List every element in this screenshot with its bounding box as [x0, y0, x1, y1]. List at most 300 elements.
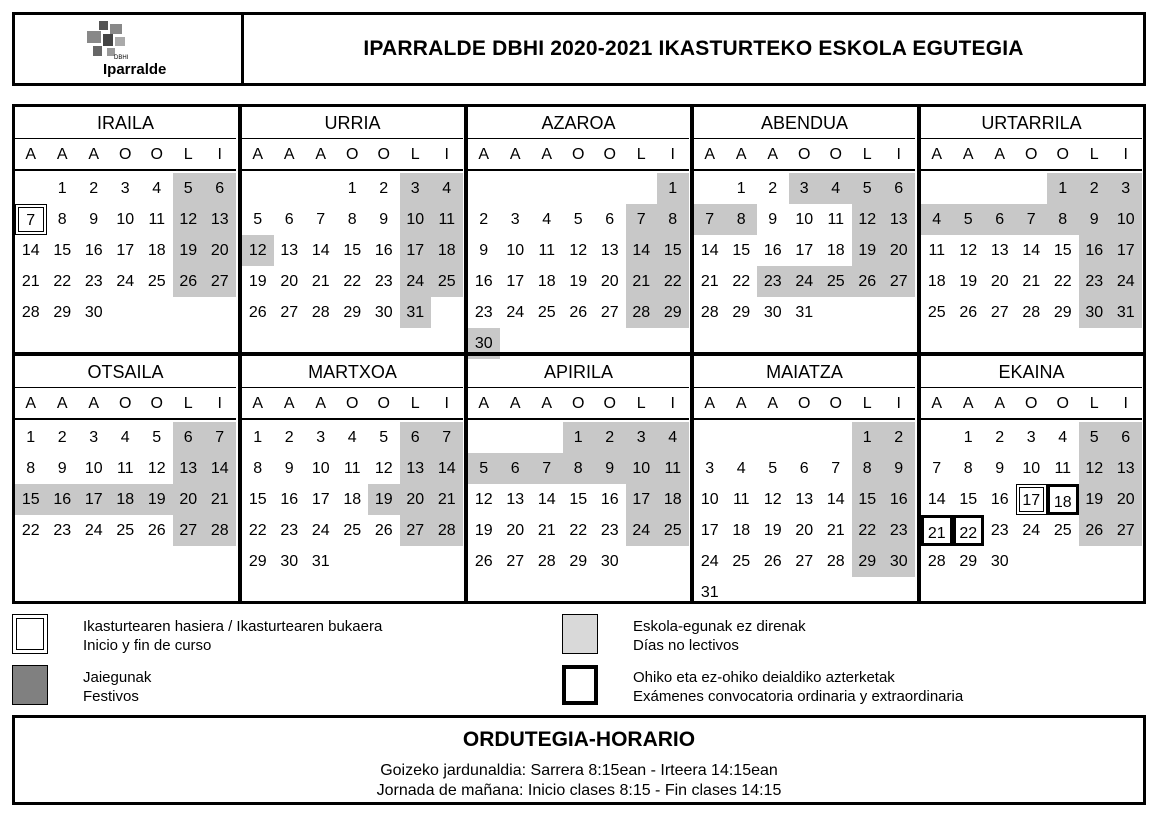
calendar-day: 13	[795, 491, 814, 508]
weekday-label: L	[862, 146, 872, 163]
month-name: MAIATZA	[694, 356, 915, 388]
calendar-day: 30	[374, 304, 393, 321]
calendar-day: 25	[343, 522, 362, 539]
calendar-day: 17	[311, 491, 330, 508]
weekday-label: I	[1123, 146, 1128, 163]
calendar-day: 22	[1053, 273, 1072, 290]
weekday-separator	[921, 418, 1142, 420]
weekday-label: O	[150, 395, 163, 412]
calendar-day: 5	[173, 173, 205, 204]
calendar-day: 24	[84, 522, 103, 539]
calendar-day: 9	[479, 242, 489, 259]
weekday-label: O	[603, 146, 616, 163]
weekday-label: A	[252, 395, 264, 412]
calendar-day: 10	[1022, 460, 1041, 477]
calendar-day: 15	[248, 491, 267, 508]
calendar-day: 4	[921, 204, 953, 235]
weekday-label: L	[636, 395, 646, 412]
calendar-day: 7	[694, 204, 726, 235]
calendar-day: 9	[594, 453, 626, 484]
calendar-day: 15	[15, 484, 47, 515]
calendar-day: 1	[852, 422, 884, 453]
calendar-day: 27	[883, 266, 915, 297]
calendar-day: 1	[347, 180, 357, 197]
calendar-day: 27	[1110, 515, 1142, 546]
calendar-day: 29	[852, 546, 884, 577]
calendar-day: 29	[959, 553, 978, 570]
legend-start-end	[83, 617, 382, 655]
month-name: MARTXOA	[242, 356, 463, 388]
month-iraila	[15, 107, 236, 352]
calendar-day: 11	[928, 242, 946, 259]
weekday-label: A	[931, 146, 943, 163]
calendar-day: 3	[1110, 173, 1142, 204]
calendar-day: 9	[1079, 204, 1111, 235]
calendar-day: 18	[110, 484, 142, 515]
calendar-day: 23	[374, 273, 393, 290]
weekday-label: O	[346, 395, 359, 412]
calendar-day: 18	[826, 242, 845, 259]
month-name: URRIA	[242, 107, 463, 139]
calendar-day: 6	[984, 204, 1016, 235]
legend-nonschool-eu: Eskola-egunak ez direnak	[633, 618, 806, 635]
calendar-day: 18	[732, 522, 751, 539]
calendar-day: 15	[343, 242, 362, 259]
weekday-label: A	[704, 146, 716, 163]
calendar-day: 18	[657, 484, 689, 515]
calendar-day: 17	[116, 242, 135, 259]
weekday-label: A	[541, 146, 553, 163]
calendar-day: 30	[763, 304, 782, 321]
calendar-day: 13	[400, 453, 432, 484]
calendar-day: 31	[400, 297, 432, 328]
weekday-separator	[468, 418, 689, 420]
calendar-day: 16	[474, 273, 493, 290]
month-azaroa	[468, 107, 689, 352]
weekday-separator	[468, 169, 689, 171]
calendar-day: 14	[311, 242, 330, 259]
calendar-day: 28	[431, 515, 463, 546]
calendar-day: 9	[57, 460, 67, 477]
calendar-day: 28	[21, 304, 40, 321]
calendar-day: 6	[204, 173, 236, 204]
legend-nonschool	[633, 617, 806, 655]
calendar-day: 21	[311, 273, 330, 290]
calendar-day: 31	[1110, 297, 1142, 328]
weekday-label: A	[962, 395, 974, 412]
calendar-day: 7	[1016, 204, 1048, 235]
weekday-label: A	[56, 146, 68, 163]
calendar-day: 30	[600, 553, 619, 570]
calendar-day: 24	[1110, 266, 1142, 297]
weekday-separator	[921, 169, 1142, 171]
calendar-day: 20	[280, 273, 299, 290]
calendar-day: 11	[148, 211, 166, 228]
calendar-day: 17	[626, 484, 658, 515]
calendar-day: 16	[374, 242, 393, 259]
calendar-day: 20	[990, 273, 1009, 290]
month-urria	[242, 107, 463, 352]
calendar-day: 28	[537, 553, 556, 570]
calendar-day: 29	[53, 304, 72, 321]
calendar-day: 31	[700, 584, 719, 601]
month-name: OTSAILA	[15, 356, 236, 388]
calendar-day: 10	[311, 460, 330, 477]
calendar-day: 24	[626, 515, 658, 546]
calendar-day: 21	[1022, 273, 1041, 290]
calendar-day: 23	[883, 515, 915, 546]
weekday-label: I	[1123, 395, 1128, 412]
month-apirila	[468, 356, 689, 601]
calendar-day: 10	[626, 453, 658, 484]
calendar-day: 15	[53, 242, 72, 259]
calendar-day: 1	[26, 429, 36, 446]
calendar-day: 27	[204, 266, 236, 297]
calendar-day: 5	[852, 173, 884, 204]
calendar-day: 14	[1022, 242, 1041, 259]
calendar-day: 11	[732, 491, 750, 508]
calendar-day: 2	[57, 429, 67, 446]
weekday-label: A	[25, 146, 37, 163]
month-name: ABENDUA	[694, 107, 915, 139]
calendar-day: 12	[147, 460, 166, 477]
calendar-day: 2	[883, 422, 915, 453]
calendar-day: 25	[537, 304, 556, 321]
calendar-day: 14	[626, 235, 658, 266]
month-urtarrila	[921, 107, 1142, 352]
legend-start-end-es: Inicio y fin de curso	[83, 637, 212, 654]
legend-exams-es: Exámenes convocatoria ordinaria y extraordinaria	[633, 688, 964, 705]
month-name: AZAROA	[468, 107, 689, 139]
calendar-day: 26	[959, 304, 978, 321]
weekday-label: A	[735, 146, 747, 163]
calendar-day: 10	[400, 204, 432, 235]
calendar-day: 17	[400, 235, 432, 266]
calendar-day: 8	[726, 204, 758, 235]
calendar-day: 6	[799, 460, 809, 477]
calendar-day: 1	[1047, 173, 1079, 204]
calendar-day: 22	[569, 522, 588, 539]
calendar-day: 13	[280, 242, 299, 259]
calendar-day: 6	[883, 173, 915, 204]
calendar-day: 4	[820, 173, 852, 204]
weekday-label: L	[1089, 146, 1099, 163]
calendar-day: 23	[280, 522, 299, 539]
weekday-label: O	[798, 146, 811, 163]
calendar-day: 19	[173, 235, 205, 266]
calendar-day: 17	[506, 273, 525, 290]
calendar-day: 2	[284, 429, 294, 446]
calendar-day: 27	[600, 304, 619, 321]
exams-swatch	[562, 665, 598, 705]
calendar-day: 29	[248, 553, 267, 570]
nonschool-swatch	[562, 614, 598, 654]
weekday-label: I	[217, 395, 222, 412]
calendar-day: 21	[204, 484, 236, 515]
calendar-day: 29	[343, 304, 362, 321]
weekday-label: O	[150, 146, 163, 163]
calendar-day: 12	[959, 242, 978, 259]
calendar-day: 25	[927, 304, 946, 321]
weekday-label: L	[410, 395, 420, 412]
calendar-day: 1	[563, 422, 595, 453]
calendar-day: 29	[657, 297, 689, 328]
calendar-day: 14	[431, 453, 463, 484]
legend-holidays-eu: Jaiegunak	[83, 669, 152, 686]
calendar-day: 3	[789, 173, 821, 204]
calendar-day: 24	[311, 522, 330, 539]
calendar-day: 21	[537, 522, 556, 539]
calendar-day: 22	[343, 273, 362, 290]
logo-sub: DBHI	[114, 55, 129, 61]
calendar-day: 13	[600, 242, 619, 259]
calendar-day: 28	[826, 553, 845, 570]
weekday-label: A	[994, 146, 1006, 163]
calendar-day: 21	[431, 484, 463, 515]
calendar-day: 30	[84, 304, 103, 321]
calendar-day: 5	[1079, 422, 1111, 453]
calendar-day: 3	[510, 211, 520, 228]
calendar-day: 28	[204, 515, 236, 546]
header	[12, 12, 1146, 86]
calendar-day: 12	[852, 204, 884, 235]
weekday-label: A	[478, 146, 490, 163]
calendar-day: 20	[506, 522, 525, 539]
calendar-day: 15	[732, 242, 751, 259]
weekday-label: O	[377, 395, 390, 412]
calendar-day: 27	[795, 553, 814, 570]
calendar-day: 22	[732, 273, 751, 290]
weekday-label: I	[444, 395, 449, 412]
calendar-day: 1	[963, 429, 973, 446]
calendar-day: 5	[253, 211, 263, 228]
calendar-day: 12	[474, 491, 493, 508]
weekday-separator	[242, 169, 463, 171]
calendar-day: 16	[763, 242, 782, 259]
calendar-day: 7	[531, 453, 563, 484]
calendar-day: 15	[569, 491, 588, 508]
calendar-day: 8	[852, 453, 884, 484]
calendar-day: 5	[468, 453, 500, 484]
calendar-day: 13	[883, 204, 915, 235]
calendar-day: 14	[927, 491, 946, 508]
calendar-day: 17	[1110, 235, 1142, 266]
weekday-label: L	[636, 146, 646, 163]
calendar-day: 7	[626, 204, 658, 235]
month-name: URTARRILA	[921, 107, 1142, 139]
calendar-day: 26	[569, 304, 588, 321]
calendar-day: 1	[736, 180, 746, 197]
calendar-day: 11	[538, 242, 556, 259]
weekday-label: A	[56, 395, 68, 412]
schedule-title: ORDUTEGIA-HORARIO	[462, 728, 696, 751]
calendar-day: 2	[995, 429, 1005, 446]
calendar-day: 12	[173, 204, 205, 235]
calendar-day: 3	[400, 173, 432, 204]
weekday-label: A	[88, 395, 100, 412]
month-row-divider	[15, 352, 1143, 356]
weekday-label: A	[704, 395, 716, 412]
calendar-day: 20	[173, 484, 205, 515]
weekday-separator	[694, 169, 915, 171]
calendar-day: 22	[657, 266, 689, 297]
calendar-day: 16	[883, 484, 915, 515]
calendar-day: 29	[1053, 304, 1072, 321]
calendar-day: 15	[959, 491, 978, 508]
month-abendua	[694, 107, 915, 352]
weekday-label: I	[670, 395, 675, 412]
calendar-day: 23	[474, 304, 493, 321]
calendar-day: 1	[657, 173, 689, 204]
weekday-label: I	[444, 146, 449, 163]
calendar-day: 2	[1079, 173, 1111, 204]
calendar-day: 13	[990, 242, 1009, 259]
calendar-day: 21	[700, 273, 719, 290]
calendar-day: 7	[932, 460, 942, 477]
calendar-day: 16	[1079, 235, 1111, 266]
calendar-day: 14	[204, 453, 236, 484]
calendar-day: 24	[789, 266, 821, 297]
calendar-day: 19	[852, 235, 884, 266]
calendar-day: 10	[795, 211, 814, 228]
calendar-day: 3	[1026, 429, 1036, 446]
calendar-day: 1	[253, 429, 263, 446]
calendar-day: 19	[763, 522, 782, 539]
weekday-separator	[242, 418, 463, 420]
calendar-day: 16	[280, 491, 299, 508]
schedule-line-es: Jornada de mañana: Inicio clases 8:15 - Fin clases 14:15	[376, 782, 782, 799]
calendar-day: 6	[605, 211, 615, 228]
weekday-label: A	[478, 395, 490, 412]
weekday-label: I	[217, 146, 222, 163]
calendar-day: 13	[173, 453, 205, 484]
calendar-day: 8	[963, 460, 973, 477]
calendar-day: 16	[84, 242, 103, 259]
calendar-day: 14	[700, 242, 719, 259]
calendar-day: 20	[795, 522, 814, 539]
calendar-day: 2	[768, 180, 778, 197]
weekday-label: O	[829, 395, 842, 412]
calendar-day: 9	[883, 453, 915, 484]
calendar-day: 4	[657, 422, 689, 453]
weekday-label: O	[119, 395, 132, 412]
calendar-day: 16	[990, 491, 1009, 508]
calendar-day: 25	[732, 553, 751, 570]
calendar-day: 26	[173, 266, 205, 297]
calendar-day: 18	[927, 273, 946, 290]
weekday-label: A	[931, 395, 943, 412]
weekday-label: O	[798, 395, 811, 412]
month-otsaila	[15, 356, 236, 601]
weekday-label: A	[25, 395, 37, 412]
calendar-day: 24	[1022, 522, 1041, 539]
weekday-separator	[15, 418, 236, 420]
calendar-day: 8	[347, 211, 357, 228]
calendar-day: 27	[400, 515, 432, 546]
calendar-day: 4	[542, 211, 552, 228]
calendar-day: 17	[1016, 484, 1048, 515]
calendar-day: 4	[736, 460, 746, 477]
weekday-label: O	[119, 146, 132, 163]
weekday-label: O	[829, 146, 842, 163]
weekday-label: O	[572, 146, 585, 163]
weekday-label: A	[767, 395, 779, 412]
calendar-day: 26	[374, 522, 393, 539]
calendar-day: 6	[500, 453, 532, 484]
calendar-day: 25	[431, 266, 463, 297]
weekday-label: A	[315, 146, 327, 163]
weekday-label: I	[670, 146, 675, 163]
calendar-day: 6	[400, 422, 432, 453]
calendar-day: 18	[343, 491, 362, 508]
weekday-label: L	[862, 395, 872, 412]
calendar-day: 26	[248, 304, 267, 321]
calendar-day: 3	[705, 460, 715, 477]
weekday-label: O	[603, 395, 616, 412]
logo-text: Iparralde	[103, 61, 167, 78]
calendar-day: 26	[474, 553, 493, 570]
calendar-day: 31	[311, 553, 330, 570]
weekday-label: O	[572, 395, 585, 412]
calendar-day: 16	[600, 491, 619, 508]
calendar-day: 8	[1047, 204, 1079, 235]
calendar-day: 19	[569, 273, 588, 290]
calendar-day: 4	[347, 429, 357, 446]
calendar-day: 10	[1110, 204, 1142, 235]
calendar-day: 3	[316, 429, 326, 446]
legend-start-end-eu: Ikasturtearen hasiera / Ikasturtearen bukaera	[83, 618, 383, 635]
logo	[15, 15, 244, 83]
month-name: EKAINA	[921, 356, 1142, 388]
calendar-day: 26	[852, 266, 884, 297]
weekday-label: O	[346, 146, 359, 163]
calendar-day: 9	[379, 211, 389, 228]
calendar-day: 26	[147, 522, 166, 539]
calendar-day: 22	[53, 273, 72, 290]
calendar-day: 5	[953, 204, 985, 235]
calendar-day: 17	[700, 522, 719, 539]
calendar-day: 18	[431, 235, 463, 266]
calendar-day: 4	[1058, 429, 1068, 446]
weekday-label: A	[735, 395, 747, 412]
calendar-day: 15	[657, 235, 689, 266]
calendar-day: 11	[431, 204, 463, 235]
calendar-day: 28	[927, 553, 946, 570]
calendar-day: 7	[15, 204, 47, 235]
calendar-day: 9	[89, 211, 99, 228]
month-name: APIRILA	[468, 356, 689, 388]
weekday-label: O	[1056, 146, 1069, 163]
calendar-day: 19	[474, 522, 493, 539]
calendar-day: 29	[732, 304, 751, 321]
calendar-day: 27	[280, 304, 299, 321]
calendar-day: 21	[826, 522, 845, 539]
calendar-day: 26	[1079, 515, 1111, 546]
calendar-day: 11	[116, 460, 134, 477]
calendar-day: 27	[990, 304, 1009, 321]
calendar-day: 12	[1079, 453, 1111, 484]
calendar-day: 25	[657, 515, 689, 546]
schedule-box	[12, 715, 1146, 805]
weekday-label: I	[896, 395, 901, 412]
calendar-day: 13	[1110, 453, 1142, 484]
weekday-label: A	[994, 395, 1006, 412]
calendar-day: 6	[1110, 422, 1142, 453]
calendar-day: 19	[1079, 484, 1111, 515]
weekday-label: O	[1025, 395, 1038, 412]
weekday-separator	[15, 169, 236, 171]
calendar-day: 23	[1079, 266, 1111, 297]
